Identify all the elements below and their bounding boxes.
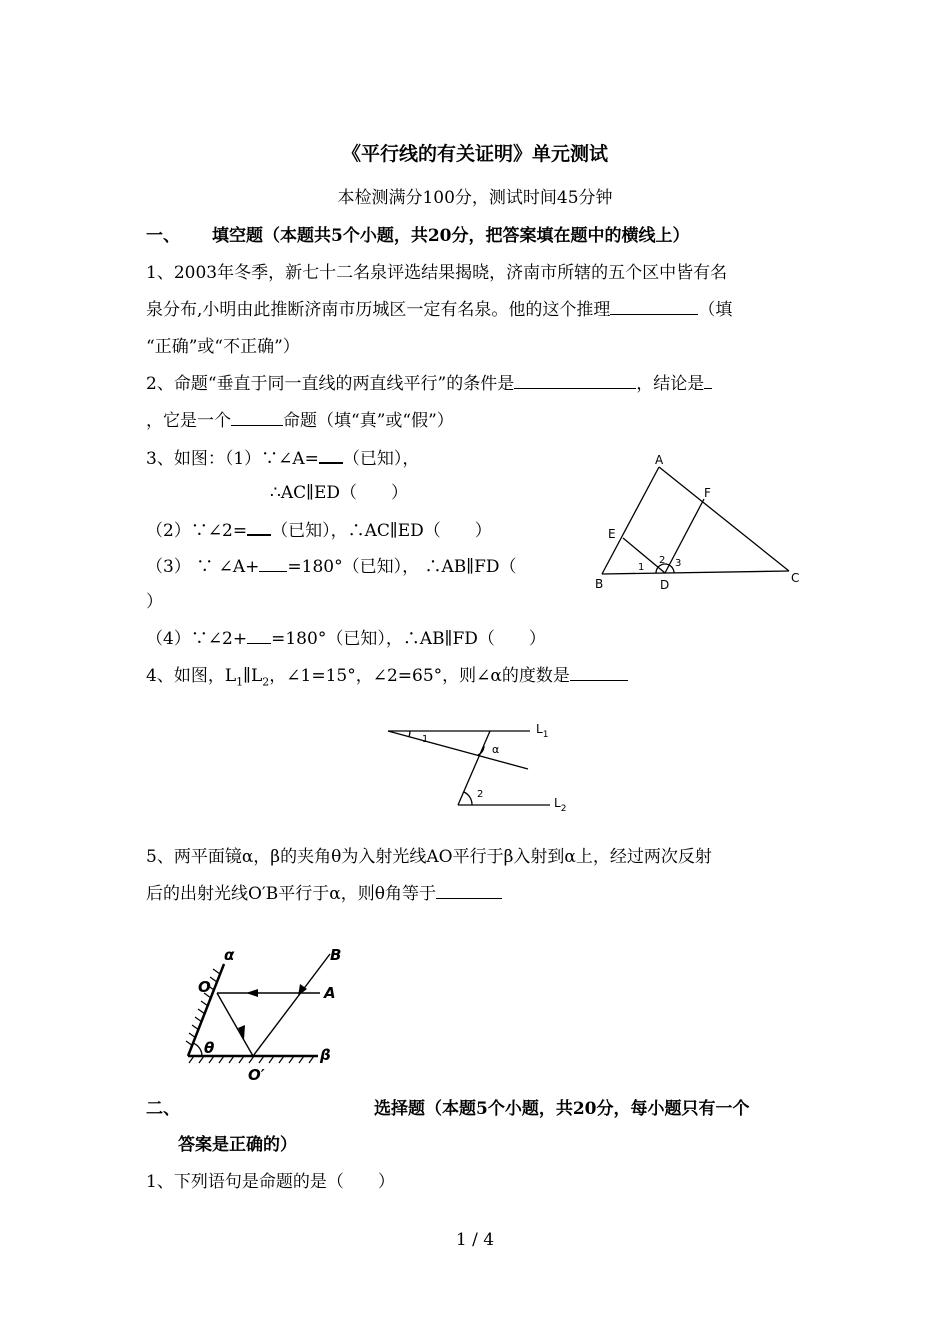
angle-theta-arc: [193, 1043, 202, 1056]
q2-line1-mid: ，结论是: [636, 374, 705, 394]
q2-condition-blank[interactable]: [514, 372, 636, 389]
q4-sub2: 2: [262, 675, 270, 689]
q1-line3: “正确”或“不正确”）: [146, 337, 300, 357]
label-l1: $L_1$: [536, 722, 549, 740]
label-alpha: α: [492, 743, 500, 756]
q3-line6-suffix: =180°（已知），∴AB∥FD（ ）: [271, 629, 546, 649]
q4-sub1: 1: [236, 675, 244, 689]
q1-line2-text: 泉分布,小明由此推断济南市历城区一定有名泉。他的这个推理: [146, 300, 611, 320]
q5-mirror-figure: [180, 940, 360, 1090]
q2-line2-text: ，它是一个: [146, 411, 231, 431]
label-b: B: [330, 946, 342, 964]
q4-text-mid: ∥L: [243, 666, 263, 686]
q4-line: [146, 664, 628, 693]
label-angle-1: 1: [422, 734, 429, 745]
label-a: A: [324, 984, 336, 1002]
q1-line2: [146, 298, 732, 321]
q3-line5: ）: [146, 592, 163, 612]
q4-parallel-figure: [380, 715, 580, 820]
label-alpha: α: [224, 946, 235, 964]
q1-line2-suffix: （填: [698, 300, 733, 320]
label-c: C: [791, 571, 800, 585]
transversal-2: [458, 731, 490, 805]
q2-line2: [146, 409, 454, 432]
q3-line6-text: （4）∵∠2+: [146, 629, 248, 649]
side-bc: [602, 571, 789, 574]
q3-blank-3[interactable]: [259, 555, 287, 572]
q3-blank-4[interactable]: [247, 627, 271, 644]
q2-conclusion-blank[interactable]: [704, 372, 712, 389]
section1-header: 填空题（本题共5个小题，共20分，把答案填在题中的横线上）: [212, 226, 690, 246]
q3-line4: [146, 555, 517, 578]
page-title: 《平行线的有关证明》单元测试: [341, 143, 608, 165]
q3-line6: [146, 627, 546, 650]
q2-line1-text: 2、命题“垂直于同一直线的两直线平行”的条件是: [146, 374, 515, 394]
label-angle-2: 2: [659, 555, 666, 566]
q2-truth-blank[interactable]: [231, 409, 283, 426]
label-o-prime: O′: [248, 1066, 265, 1084]
q4-text-end: ，∠1=15°，∠2=65°，则∠α的度数是: [269, 666, 570, 686]
q3-line3: [146, 518, 492, 542]
label-o: O: [198, 978, 211, 996]
q3-line1: [146, 446, 419, 470]
q3-line4-text: （3） ∵ ∠A+: [146, 557, 260, 577]
q3-line3-text: （2）∵∠2=: [146, 521, 248, 541]
q4-answer-blank[interactable]: [570, 664, 628, 681]
q4-text: 4、如图，L: [146, 666, 237, 686]
ray-ob: [253, 954, 330, 1056]
q2-line2-suffix: 命题（填“真”或“假”）: [283, 411, 454, 431]
section1-number: 一、: [146, 226, 180, 246]
section2-header-line2: 答案是正确的）: [178, 1135, 297, 1155]
label-theta: θ: [204, 1039, 215, 1057]
label-angle-3: 3: [675, 558, 682, 569]
q3-line3-suffix: （已知），∴AC∥ED（ ）: [271, 521, 492, 541]
q5-line2-text: 后的出射光线O′B平行于α，则θ角等于: [146, 884, 437, 904]
section2-number: 二、: [146, 1099, 180, 1119]
label-f: F: [704, 486, 711, 500]
q5-answer-blank[interactable]: [436, 882, 502, 899]
angle-2-arc: [464, 792, 472, 805]
page-subtitle: 本检测满分100分，测试时间45分钟: [337, 188, 613, 208]
q5-line1: 5、两平面镜α，β的夹角θ为入射光线AO平行于β入射到α上，经过两次反射: [146, 847, 712, 867]
label-a: A: [655, 453, 664, 467]
ray-oo: [217, 993, 253, 1056]
q3-blank-1[interactable]: [319, 446, 343, 464]
label-beta: β: [320, 1046, 331, 1064]
q2-line1: [146, 372, 712, 395]
section2-header-line1: 选择题（本题5个小题，共20分，每小题只有一个: [374, 1099, 750, 1119]
side-ac: [659, 467, 789, 571]
arrow-ao: [246, 989, 258, 997]
label-b: B: [595, 577, 604, 591]
label-e: E: [608, 527, 616, 541]
label-angle-2: 2: [477, 789, 484, 800]
q3-line4-suffix: =180°（已知）， ∴AB∥FD（: [287, 557, 517, 577]
q3-line1-suffix: （已知），: [342, 449, 420, 469]
side-ab: [602, 467, 659, 574]
label-angle-1: 1: [638, 562, 645, 573]
q3-line1-text: 3、如图：（1）∵∠A=: [146, 449, 319, 469]
q3-triangle-figure: [590, 450, 810, 595]
page-number: 1 / 4: [455, 1230, 495, 1250]
q1-line1: 1、2003年冬季，新七十二名泉评选结果揭晓，济南市所辖的五个区中皆有名: [146, 263, 728, 283]
label-d: D: [660, 578, 670, 592]
segment-fd: [665, 499, 704, 573]
mc1-question: 1、下列语句是命题的是（ ）: [146, 1172, 395, 1192]
label-l2: $L_2$: [554, 796, 567, 814]
angle-1-arc: [409, 731, 410, 737]
q1-answer-blank[interactable]: [610, 298, 698, 315]
q3-line2: ∴AC∥ED（ ）: [270, 483, 408, 503]
q5-line2: [146, 882, 502, 905]
q3-blank-2[interactable]: [247, 518, 271, 536]
